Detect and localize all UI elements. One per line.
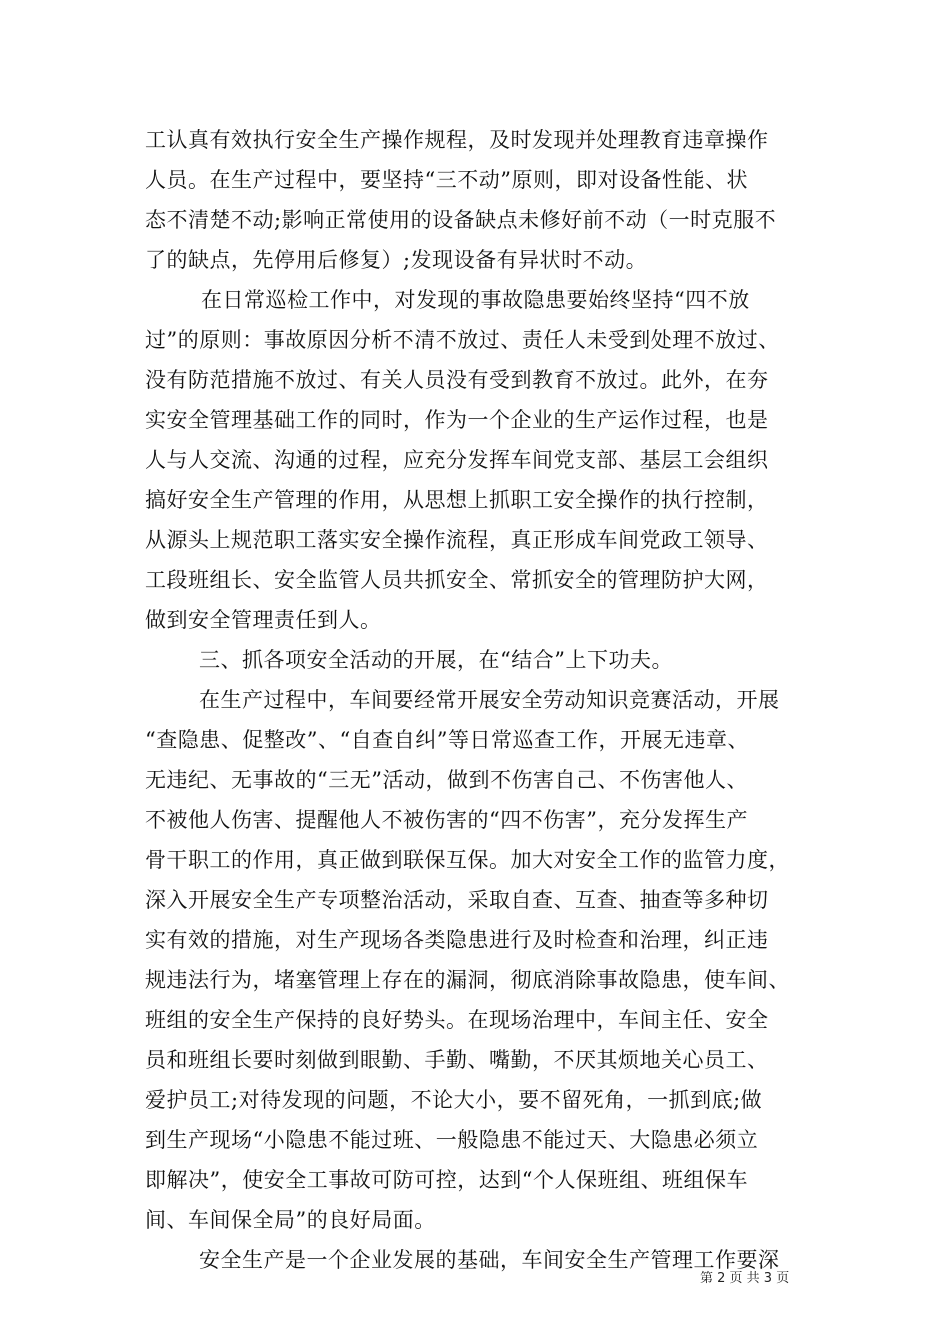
text-line: 工段班组长、安全监管人员共抓安全、常抓安全的管理防护大网， <box>145 568 769 592</box>
text-line: 即解决”，使安全工事故可防可控，达到“个人保班组、班组保车 <box>145 1168 748 1192</box>
paragraph-start-line: 在生产过程中，车间要经常开展安全劳动知识竞赛活动，开展 <box>199 688 780 712</box>
text-line: 骨干职工的作用，真正做到联保互保。加大对安全工作的监管力度， <box>145 848 790 872</box>
text-line: 实有效的措施，对生产现场各类隐患进行及时检查和治理，纠正违 <box>145 928 769 952</box>
text-line: 爱护员工;对待发现的问题，不论大小，要不留死角，一抓到底;做 <box>145 1088 763 1112</box>
text-line: 到生产现场“小隐患不能过班、一般隐患不能过天、大隐患必须立 <box>145 1128 759 1152</box>
text-line: 深入开展安全生产专项整治活动，采取自查、互查、抽查等多种切 <box>145 888 769 912</box>
text-line: “查隐患、促整改”、“自查自纠”等日常巡查工作，开展无违章、 <box>145 728 749 752</box>
text-line: 规违法行为，堵塞管理上存在的漏洞，彻底消除事故隐患，使车间、 <box>145 968 790 992</box>
text-line: 人与人交流、沟通的过程，应充分发挥车间党支部、基层工会组织 <box>145 448 769 472</box>
text-line: 不被他人伤害、提醒他人不被伤害的“四不伤害”，充分发挥生产 <box>145 808 748 832</box>
page-indicator: 第 2 页 共 3 页 <box>700 1271 790 1286</box>
section-heading: 三、抓各项安全活动的开展，在“结合”上下功夫。 <box>199 648 673 672</box>
text-line: 了的缺点，先停用后修复）;发现设备有异状时不动。 <box>145 248 648 272</box>
text-line: 无违纪、无事故的“三无”活动，做到不伤害自己、不伤害他人、 <box>145 768 748 792</box>
paragraph-start-line: 在日常巡检工作中，对发现的事故隐患要始终坚持“四不放 <box>201 288 750 312</box>
text-line: 间、车间保全局”的良好局面。 <box>145 1208 436 1232</box>
text-line: 过”的原则：事故原因分析不清不放过、责任人未受到处理不放过、 <box>145 328 780 352</box>
text-line: 做到安全管理责任到人。 <box>145 608 382 632</box>
text-line: 实安全管理基础工作的同时，作为一个企业的生产运作过程，也是 <box>145 408 769 432</box>
text-line: 员和班组长要时刻做到眼勤、手勤、嘴勤，不厌其烦地关心员工、 <box>145 1048 769 1072</box>
text-line: 人员。在生产过程中，要坚持“三不动”原则，即对设备性能、状 <box>145 168 748 192</box>
text-line: 搞好安全生产管理的作用，从思想上抓职工安全操作的执行控制， <box>145 488 769 512</box>
text-line: 班组的安全生产保持的良好势头。在现场治理中，车间主任、安全 <box>145 1008 769 1032</box>
paragraph-start-line: 安全生产是一个企业发展的基础，车间安全生产管理工作要深 <box>199 1248 780 1272</box>
text-line: 工认真有效执行安全生产操作规程，及时发现并处理教育违章操作 <box>145 128 769 152</box>
text-line: 没有防范措施不放过、有关人员没有受到教育不放过。此外，在夯 <box>145 368 769 392</box>
text-line: 从源头上规范职工落实安全操作流程，真正形成车间党政工领导、 <box>145 528 769 552</box>
document-body <box>145 120 810 1280</box>
text-line: 态不清楚不动;影响正常使用的设备缺点未修好前不动（一时克服不 <box>145 208 777 232</box>
